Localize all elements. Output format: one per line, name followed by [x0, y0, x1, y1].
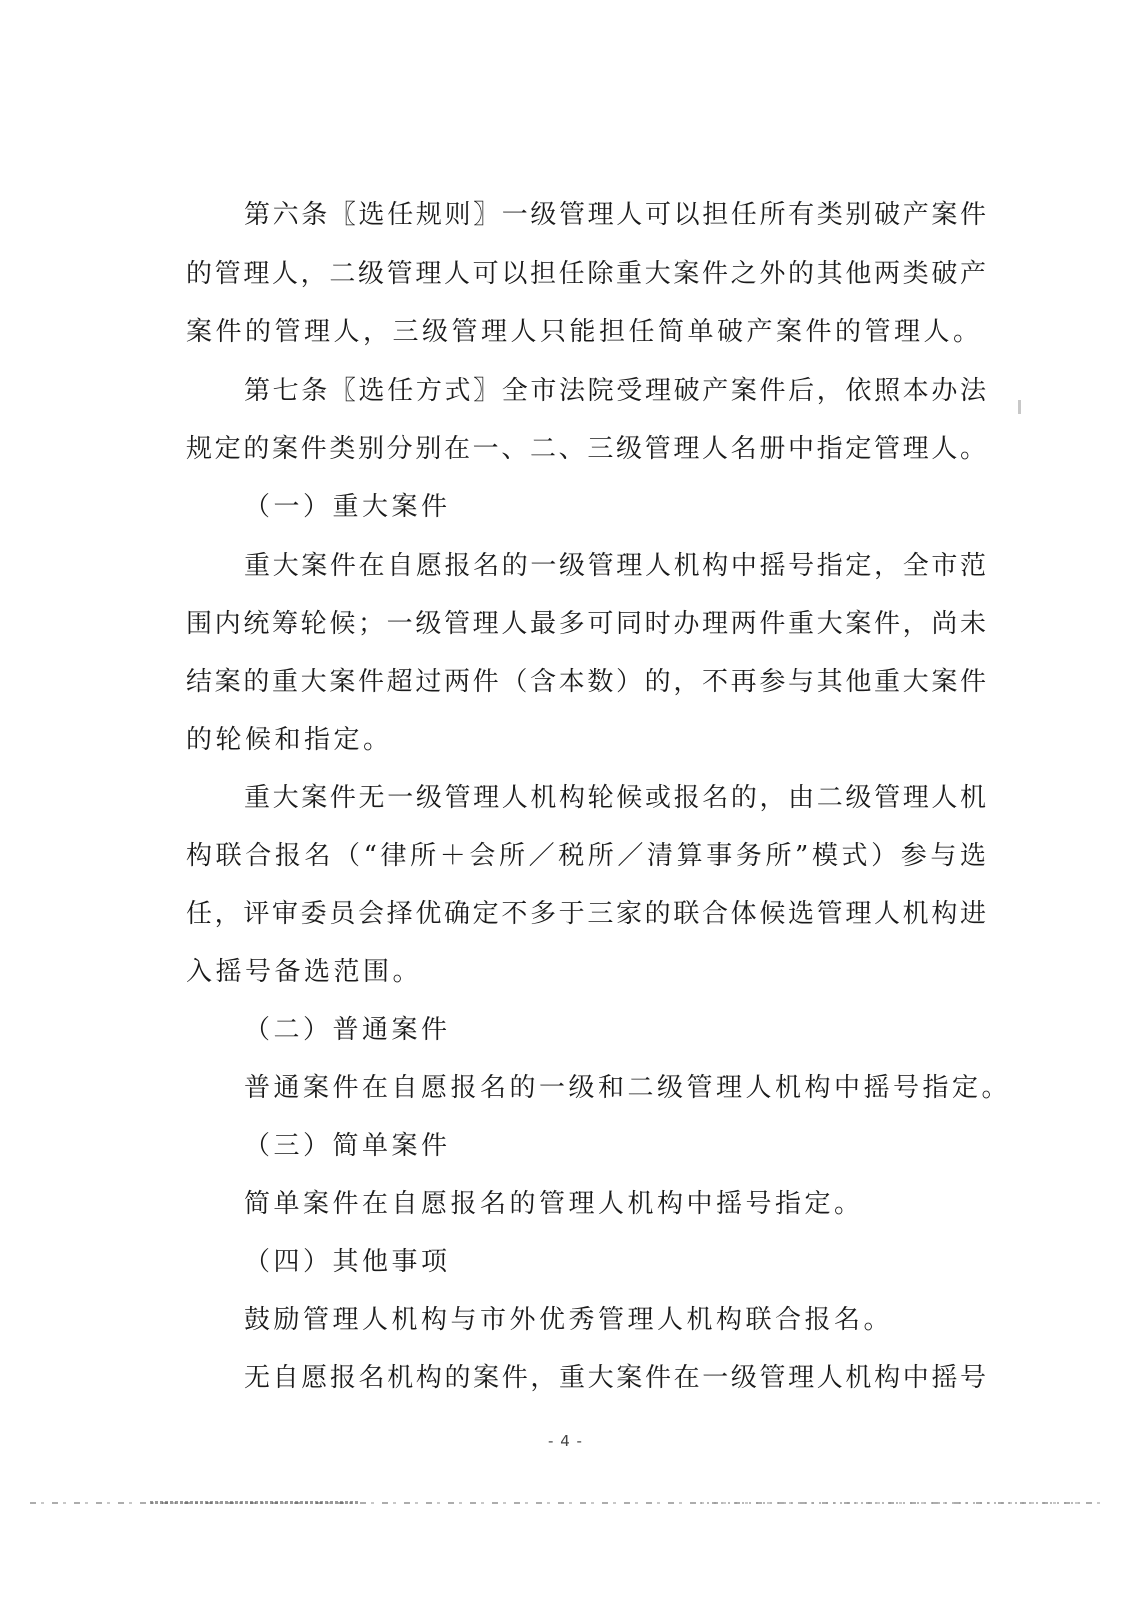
- text-line: 的轮候和指定。: [186, 725, 393, 755]
- text-line: 第七条〖选任方式〗全市法院受理破产案件后，依照本办法: [244, 376, 986, 406]
- text-line: 鼓励管理人机构与市外优秀管理人机构联合报名。: [244, 1305, 894, 1335]
- section-heading: （三）简单案件: [244, 1131, 451, 1161]
- text-line: 任，评审委员会择优确定不多于三家的联合体候选管理人机构进: [186, 899, 986, 929]
- text-line: 的管理人，二级管理人可以担任除重大案件之外的其他两类破产: [186, 259, 986, 289]
- scan-artifact: [700, 1502, 1080, 1504]
- text-line: 普通案件在自愿报名的一级和二级管理人机构中摇号指定。: [244, 1073, 1012, 1103]
- scan-artifact: [1018, 400, 1021, 414]
- page-number: - 4 -: [548, 1432, 583, 1450]
- section-heading: （二）普通案件: [244, 1015, 451, 1045]
- text-line: 结案的重大案件超过两件（含本数）的，不再参与其他重大案件: [186, 667, 986, 697]
- text-line: 无自愿报名机构的案件，重大案件在一级管理人机构中摇号: [244, 1363, 986, 1393]
- text-line: 入摇号备选范围。: [186, 957, 423, 987]
- text-line: 重大案件无一级管理人机构轮候或报名的，由二级管理人机: [244, 783, 986, 813]
- section-heading: （一）重大案件: [244, 492, 451, 522]
- text-line: 围内统筹轮候；一级管理人最多可同时办理两件重大案件，尚未: [186, 609, 986, 639]
- text-line: 重大案件在自愿报名的一级管理人机构中摇号指定，全市范: [244, 551, 986, 581]
- section-heading: （四）其他事项: [244, 1247, 451, 1277]
- text-line: 简单案件在自愿报名的管理人机构中摇号指定。: [244, 1189, 864, 1219]
- text-line: 规定的案件类别分别在一、二、三级管理人名册中指定管理人。: [186, 434, 986, 464]
- text-line: 第六条〖选任规则〗一级管理人可以担任所有类别破产案件: [244, 200, 986, 230]
- text-line: 案件的管理人，三级管理人只能担任简单破产案件的管理人。: [186, 317, 983, 347]
- text-line: 构联合报名（“律所＋会所／税所／清算事务所”模式）参与选: [186, 841, 986, 871]
- scan-artifact: [150, 1501, 360, 1504]
